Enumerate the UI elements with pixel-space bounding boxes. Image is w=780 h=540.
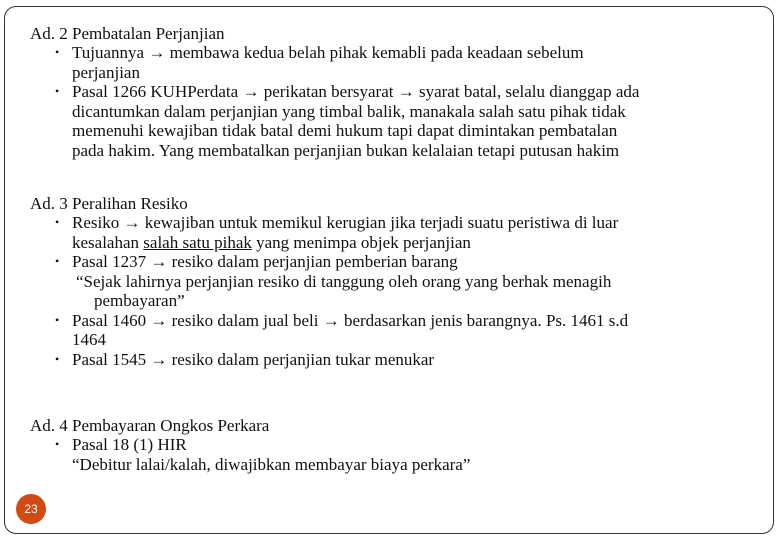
- item-line: Tujuannya → membawa kedua belah pihak kemabli pada keadaan sebelum: [72, 43, 584, 62]
- item-line: Pasal 1266 KUHPerdata → perikatan bersyarat → syarat batal, selalu dianggap ada: [72, 82, 640, 101]
- list-item: [30, 82, 750, 160]
- text-segment: yang menimpa objek perjanjian: [251, 232, 471, 252]
- section-heading: Ad. 4 Pembayaran Ongkos Perkara: [30, 416, 270, 435]
- item-line: Pasal 1545 → resiko dalam perjanjian tukar menukar: [72, 349, 435, 369]
- item-line: Pasal 1460 → resiko dalam jual beli → berdasarkan jenis barangnya. Ps. 1461 s.d: [72, 310, 629, 330]
- list-item: [30, 435, 750, 474]
- item-line: [72, 233, 750, 253]
- bullet-icon: •: [55, 84, 60, 98]
- item-line: Resiko → kewajiban untuk memikul kerugian jika terjadi suatu peristiwa di luar: [72, 213, 619, 232]
- text-segment: kesalahan: [72, 232, 144, 252]
- item-line: perjanjian: [72, 62, 140, 82]
- quote-line: “Debitur lalai/kalah, diwajibkan membayar biaya perkara”: [72, 454, 471, 474]
- bullet-list: [30, 213, 750, 369]
- item-line: Pasal 18 (1) HIR: [72, 435, 187, 454]
- section-pembatalan: [30, 24, 750, 160]
- item-line: pada hakim. Yang membatalkan perjanjian bukan kelalaian tetapi putusan hakim: [72, 140, 620, 160]
- bullet-icon: •: [55, 351, 60, 366]
- item-line: Pasal 1237 → resiko dalam perjanjian pemberian barang: [72, 252, 458, 271]
- page-number-badge: 23: [16, 494, 46, 524]
- section-heading: Ad. 2 Pembatalan Perjanjian: [30, 24, 225, 43]
- list-item: [30, 43, 750, 82]
- section-ongkos-perkara: [30, 416, 750, 474]
- bullet-list: [30, 435, 750, 474]
- underlined-text: salah satu pihak: [143, 232, 252, 252]
- bullet-icon: •: [55, 215, 60, 229]
- item-line: memenuhi kewajiban tidak batal demi hukum tapi dapat dimintakan pembatalan: [72, 121, 618, 140]
- item-line: 1464: [72, 330, 106, 349]
- bullet-icon: •: [55, 312, 60, 327]
- bullet-icon: •: [55, 254, 60, 268]
- quote-line: pembayaran”: [94, 291, 185, 310]
- bullet-icon: •: [55, 437, 60, 451]
- quote-line: “Sejak lahirnya perjanjian resiko di tanggung oleh orang yang berhak menagih: [76, 271, 612, 291]
- bullet-icon: •: [55, 45, 60, 59]
- section-heading: Ad. 3 Peralihan Resiko: [30, 194, 188, 213]
- list-item: [30, 252, 750, 311]
- section-peralihan-resiko: [30, 194, 750, 369]
- list-item: [30, 350, 750, 370]
- list-item: [30, 213, 750, 252]
- bullet-list: [30, 43, 750, 160]
- list-item: [30, 311, 750, 350]
- item-line: dicantumkan dalam perjanjian yang timbal balik, manakala salah satu pihak tidak: [72, 101, 626, 121]
